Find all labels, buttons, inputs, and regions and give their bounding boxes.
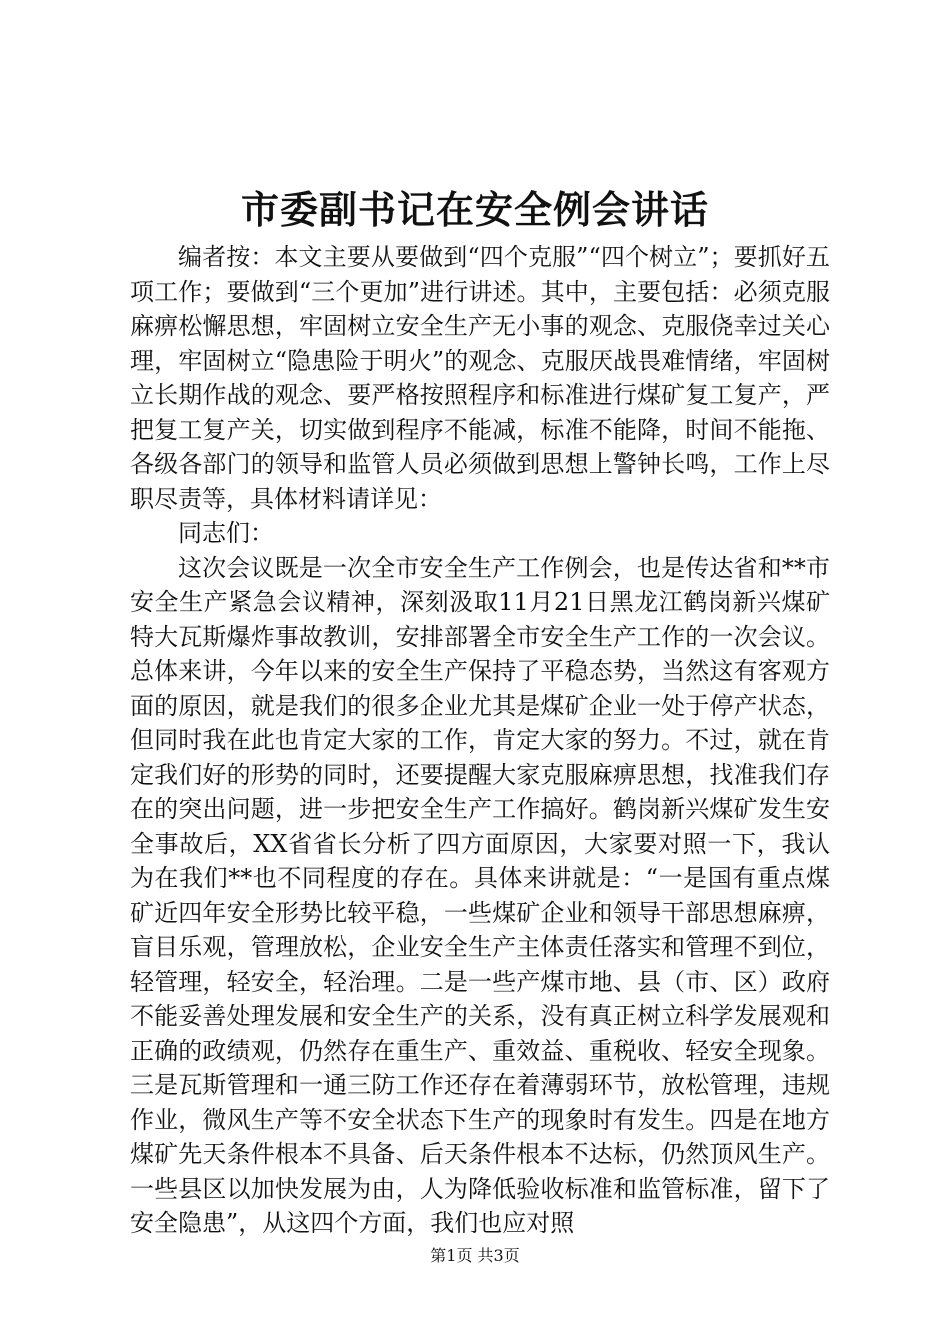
page-footer: 第1页 共3页 (430, 1246, 520, 1265)
editor-note-paragraph: 编者按：本文主要从要做到“四个克服”“四个树立”；要抓好五项工作；要做到“三个更加”进行讲述。其中，主要包括：必须克服麻痹松懈思想，牢固树立安全生产无小事的观念、克服侥幸过关心理，牢固树立“隐患险于明火”的观念、克服厌战畏难情绪，牢固树立长期作战的观念、要严格按照程序和标准进行煤矿复工复产，严把复工复产关，切实做到程序不能减，标准不能降，时间不能拖、各级各部门的领导和监管人员必须做到思想上警钟长鸣，工作上尽职尽责等，具体材料请详见： (130, 243, 830, 513)
document-body (130, 240, 830, 1241)
document-title: 市委副书记在安全例会讲话 (240, 187, 709, 232)
speech-paragraph: 这次会议既是一次全市安全生产工作例会，也是传达省和**市安全生产紧急会议精神，深刻汲取11月21日黑龙江鹤岗新兴煤矿特大瓦斯爆炸事故教训，安排部署全市安全生产工作的一次会议。总体来讲，今年以来的安全生产保持了平稳态势，当然这有客观方面的原因，就是我们的很多企业尤其是煤矿企业一处于停产状态，但同时我在此也肯定大家的工作，肯定大家的努力。不过，就在肯定我们好的形势的同时，还要提醒大家克服麻痹思想，找准我们存在的突出问题，进一步把安全生产工作搞好。鹤岗新兴煤矿发生安全事故后，XX省省长分析了四方面原因，大家要对照一下，我认为在我们**也不同程度的存在。具体来讲就是：“一是国有重点煤矿近四年安全形势比较平稳，一些煤矿企业和领导干部思想麻痹，盲目乐观，管理放松，企业安全生产主体责任落实和管理不到位，轻管理，轻安全，轻治理。二是一些产煤市地、县（市、区）政府不能妥善处理发展和安全生产的关系，没有真正树立科学发展观和正确的政绩观，仍然存在重生产、重效益、重税收、轻安全现象。三是瓦斯管理和一通三防工作还存在着薄弱环节，放松管理，违规作业，微风生产等不安全状态下生产的现象时有发生。四是在地方煤矿先天条件根本不具备、后天条件根本不达标，仍然顶风生产。一些县区以加快发展为由，人为降低验收标准和监管标准，留下了安全隐患”，从这四个方面，我们也应对照 (130, 553, 830, 1237)
salutation-paragraph: 同志们： (178, 519, 274, 547)
